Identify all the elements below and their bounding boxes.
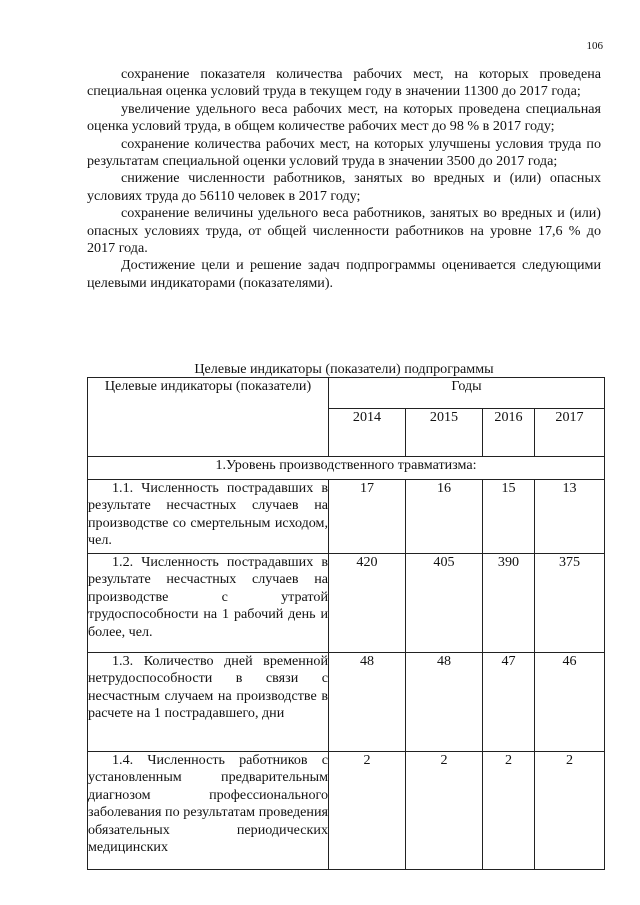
- year-cell: 2017: [535, 409, 605, 457]
- table-row: [88, 554, 605, 653]
- header-years: Годы: [329, 378, 605, 409]
- year-cell: 2015: [406, 409, 483, 457]
- value-cell: 17: [329, 480, 406, 554]
- indicators-table: [87, 377, 605, 870]
- value-cell: 390: [483, 554, 535, 653]
- value-cell: 47: [483, 653, 535, 752]
- page-number: 106: [586, 40, 603, 52]
- paragraph: сохранение показателя количества рабочих мест, на которых проведена специальная оценка условий труда в текущем году в значении 11300 до 2017 года;: [87, 66, 601, 100]
- value-cell: 13: [535, 480, 605, 554]
- value-cell: 2: [483, 752, 535, 870]
- paragraph: увеличение удельного веса рабочих мест, на которых проведена специальная оценка условий труда, в общем количестве рабочих мест до 98 % в 2017 году;: [87, 100, 601, 135]
- paragraph: сохранение величины удельного веса работников, занятых во вредных и (или) опасных условиях труда, от общей численности работников на уровне 17,6 % до 2017 года.: [87, 205, 601, 257]
- indicator-label: 1.3. Количество дней временной нетрудоспособности в связи с несчастным случаем на производстве в расчете на 1 пострадавшего, дни: [88, 653, 329, 752]
- paragraph: снижение численности работников, занятых во вредных и (или) опасных условиях труда до 56110 человек в 2017 году;: [87, 170, 601, 204]
- section-row: [88, 457, 605, 480]
- value-cell: 2: [329, 752, 406, 870]
- paragraph: Достижение цели и решение задач подпрограммы оценивается следующими целевыми индикаторами (показателями).: [87, 257, 601, 291]
- indicator-label: 1.2. Численность пострадавших в результате несчастных случаев на производстве с утратой трудоспособности на 1 рабочий день и более, чел.: [88, 554, 329, 653]
- value-cell: 46: [535, 653, 605, 752]
- value-cell: 420: [329, 554, 406, 653]
- body-text: [87, 66, 601, 292]
- value-cell: 405: [406, 554, 483, 653]
- table-row: [88, 653, 605, 752]
- indicator-label: 1.1. Численность пострадавших в результате несчастных случаев на производстве со смертельным исходом, чел.: [88, 480, 329, 554]
- table-caption: Целевые индикаторы (показатели) подпрограммы: [194, 361, 494, 377]
- value-cell: 2: [406, 752, 483, 870]
- table-row: [88, 480, 605, 554]
- year-cell: 2016: [483, 409, 535, 457]
- year-cell: 2014: [329, 409, 406, 457]
- table-row: [88, 752, 605, 870]
- header-indicators-label: Целевые индикаторы (показатели): [88, 378, 329, 457]
- section-title: 1.Уровень производственного травматизма:: [88, 457, 605, 480]
- value-cell: 48: [329, 653, 406, 752]
- paragraph: сохранение количества рабочих мест, на которых улучшены условия труда по результатам специальной оценки условий труда в значении 3500 до 2017 года;: [87, 135, 601, 170]
- value-cell: 375: [535, 554, 605, 653]
- value-cell: 48: [406, 653, 483, 752]
- table-header-row: [88, 378, 605, 409]
- value-cell: 15: [483, 480, 535, 554]
- indicator-label: 1.4. Численность работников с установленным предварительным диагнозом профессионального заболевания по результатам проведения обязательных периодических медицинских: [88, 752, 329, 870]
- value-cell: 2: [535, 752, 605, 870]
- value-cell: 16: [406, 480, 483, 554]
